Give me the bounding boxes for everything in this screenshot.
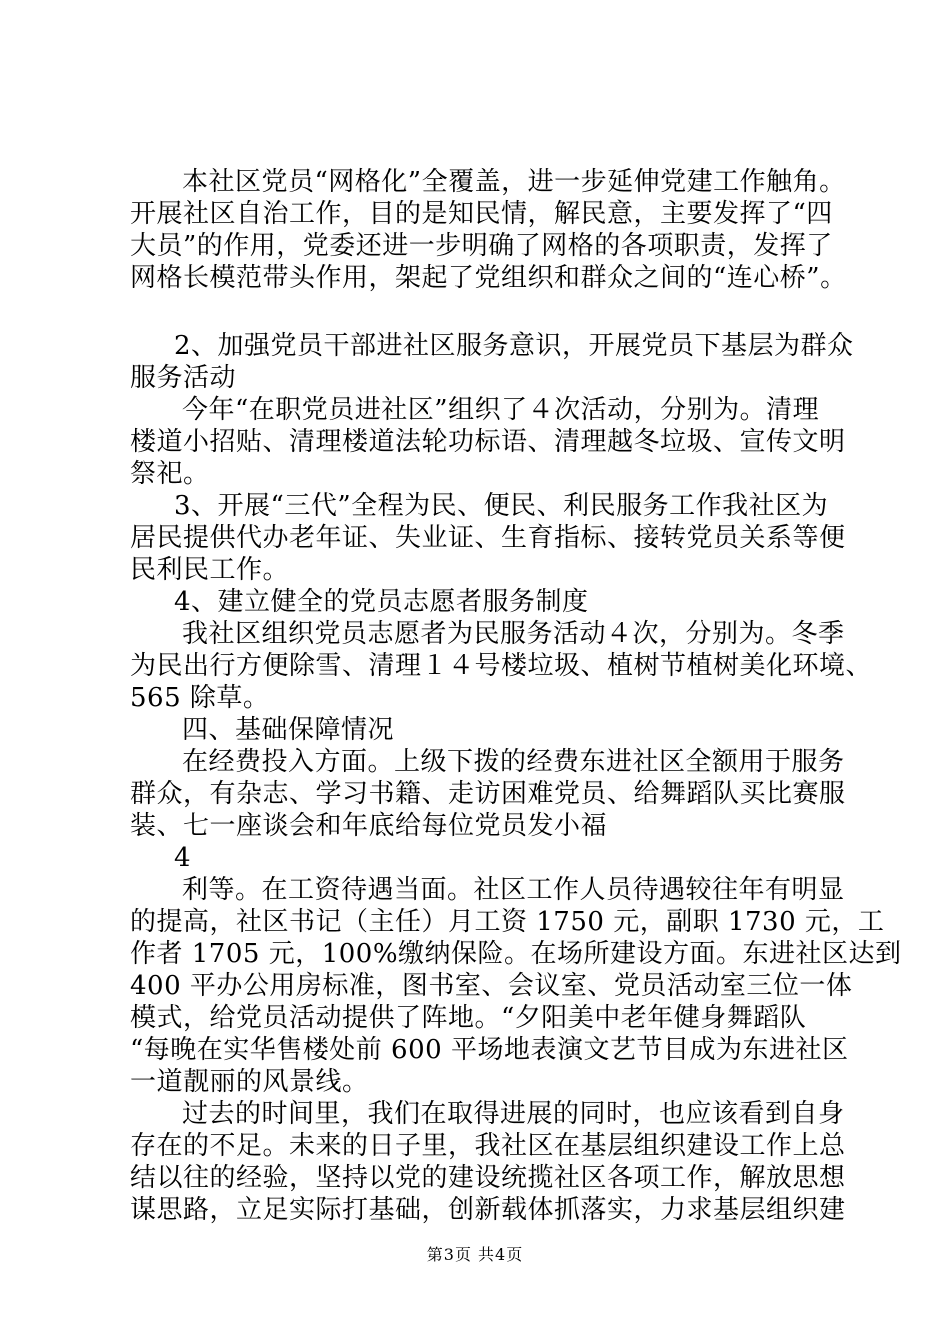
text-line: 网格长模范带头作用，架起了党组织和群众之间的“连心桥”。 <box>130 263 847 293</box>
text-line: 开展社区自治工作，目的是知民情，解民意，主要发挥了“四 <box>130 199 833 229</box>
section-heading <box>130 490 850 586</box>
text-line: 3、开展“三代”全程为民、便民、利民服务工作我社区为 <box>174 491 829 521</box>
text-line: 我社区组织党员志愿者为民服务活动４次，分别为。冬季 <box>182 619 845 649</box>
section-heading <box>130 714 850 746</box>
section-heading <box>130 586 850 618</box>
text-line: 四、基础保障情况 <box>182 715 395 745</box>
paragraph <box>130 874 902 1098</box>
text-line: 居民提供代办老年证、失业证、生育指标、接转党员关系等便 <box>130 523 846 553</box>
text-line: 利等。在工资待遇当面。社区工作人员待遇较往年有明显 <box>182 875 845 905</box>
paragraph <box>130 166 850 294</box>
text-line: “每晚在实华售楼处前 600 平场地表演文艺节目成为东进社区 <box>130 1035 849 1065</box>
text-line: 4、建立健全的党员志愿者服务制度 <box>174 587 589 617</box>
paragraph-gap <box>130 294 850 330</box>
paragraph <box>130 746 850 842</box>
text-line: 今年“在职党员进社区”组织了４次活动，分别为。清理 <box>182 395 820 425</box>
text-line: 群众，有杂志、学习书籍、走访困难党员、给舞蹈队买比赛服 <box>130 779 846 809</box>
text-line: 谋思路，立足实际打基础，创新载体抓落实，力求基层组织建 <box>130 1195 846 1225</box>
text-line: 大员”的作用，党委还进一步明确了网格的各项职责，发挥了 <box>130 231 833 261</box>
text-line: 服务活动 <box>130 363 237 393</box>
document-body <box>130 166 902 1226</box>
text-line: 结以往的经验，坚持以党的建设统揽社区各项工作，解放思想 <box>130 1163 846 1193</box>
text-line: 的提高，社区书记（主任）月工资 1750 元，副职 1730 元，工 <box>130 907 885 937</box>
text-line: 存在的不足。未来的日子里，我社区在基层组织建设工作上总 <box>130 1131 846 1161</box>
text-line: 4 <box>174 843 192 873</box>
text-line: 在经费投入方面。上级下拨的经费东进社区全额用于服务 <box>182 747 845 777</box>
text-line: 过去的时间里，我们在取得进展的同时，也应该看到自身 <box>182 1099 845 1129</box>
text-line: 楼道小招贴、清理楼道法轮功标语、清理越冬垃圾、宣传文明 <box>130 427 846 457</box>
text-line: 装、七一座谈会和年底给每位党员发小福 <box>130 811 608 841</box>
text-line: 本社区党员“网格化”全覆盖，进一步延伸党建工作触角。 <box>182 167 846 197</box>
text-line: 作者 1705 元，100%缴纳保险。在场所建设方面。东进社区达到 <box>130 939 902 969</box>
text-line: 为民出行方便除雪、清理１４号楼垃圾、植树节植树美化环境、 <box>130 651 873 681</box>
text-line: 2、加强党员干部进社区服务意识，开展党员下基层为群众 <box>174 331 854 361</box>
text-line: 400 平办公用房标准，图书室、会议室、党员活动室三位一体 <box>130 971 853 1001</box>
text-line: 565 除草。 <box>130 683 270 713</box>
text-line: 祭祀。 <box>130 459 210 489</box>
stray-number <box>130 842 850 874</box>
paragraph <box>130 1098 850 1226</box>
paragraph <box>130 394 850 490</box>
text-line: 一道靓丽的风景线。 <box>130 1067 369 1097</box>
text-line: 模式，给党员活动提供了阵地。“夕阳美中老年健身舞蹈队 <box>130 1003 807 1033</box>
text-line: 民利民工作。 <box>130 555 290 585</box>
section-heading <box>130 330 854 394</box>
paragraph <box>130 618 873 714</box>
page-number-label: 第3页 共4页 <box>426 1245 524 1264</box>
page-footer <box>0 1245 950 1265</box>
